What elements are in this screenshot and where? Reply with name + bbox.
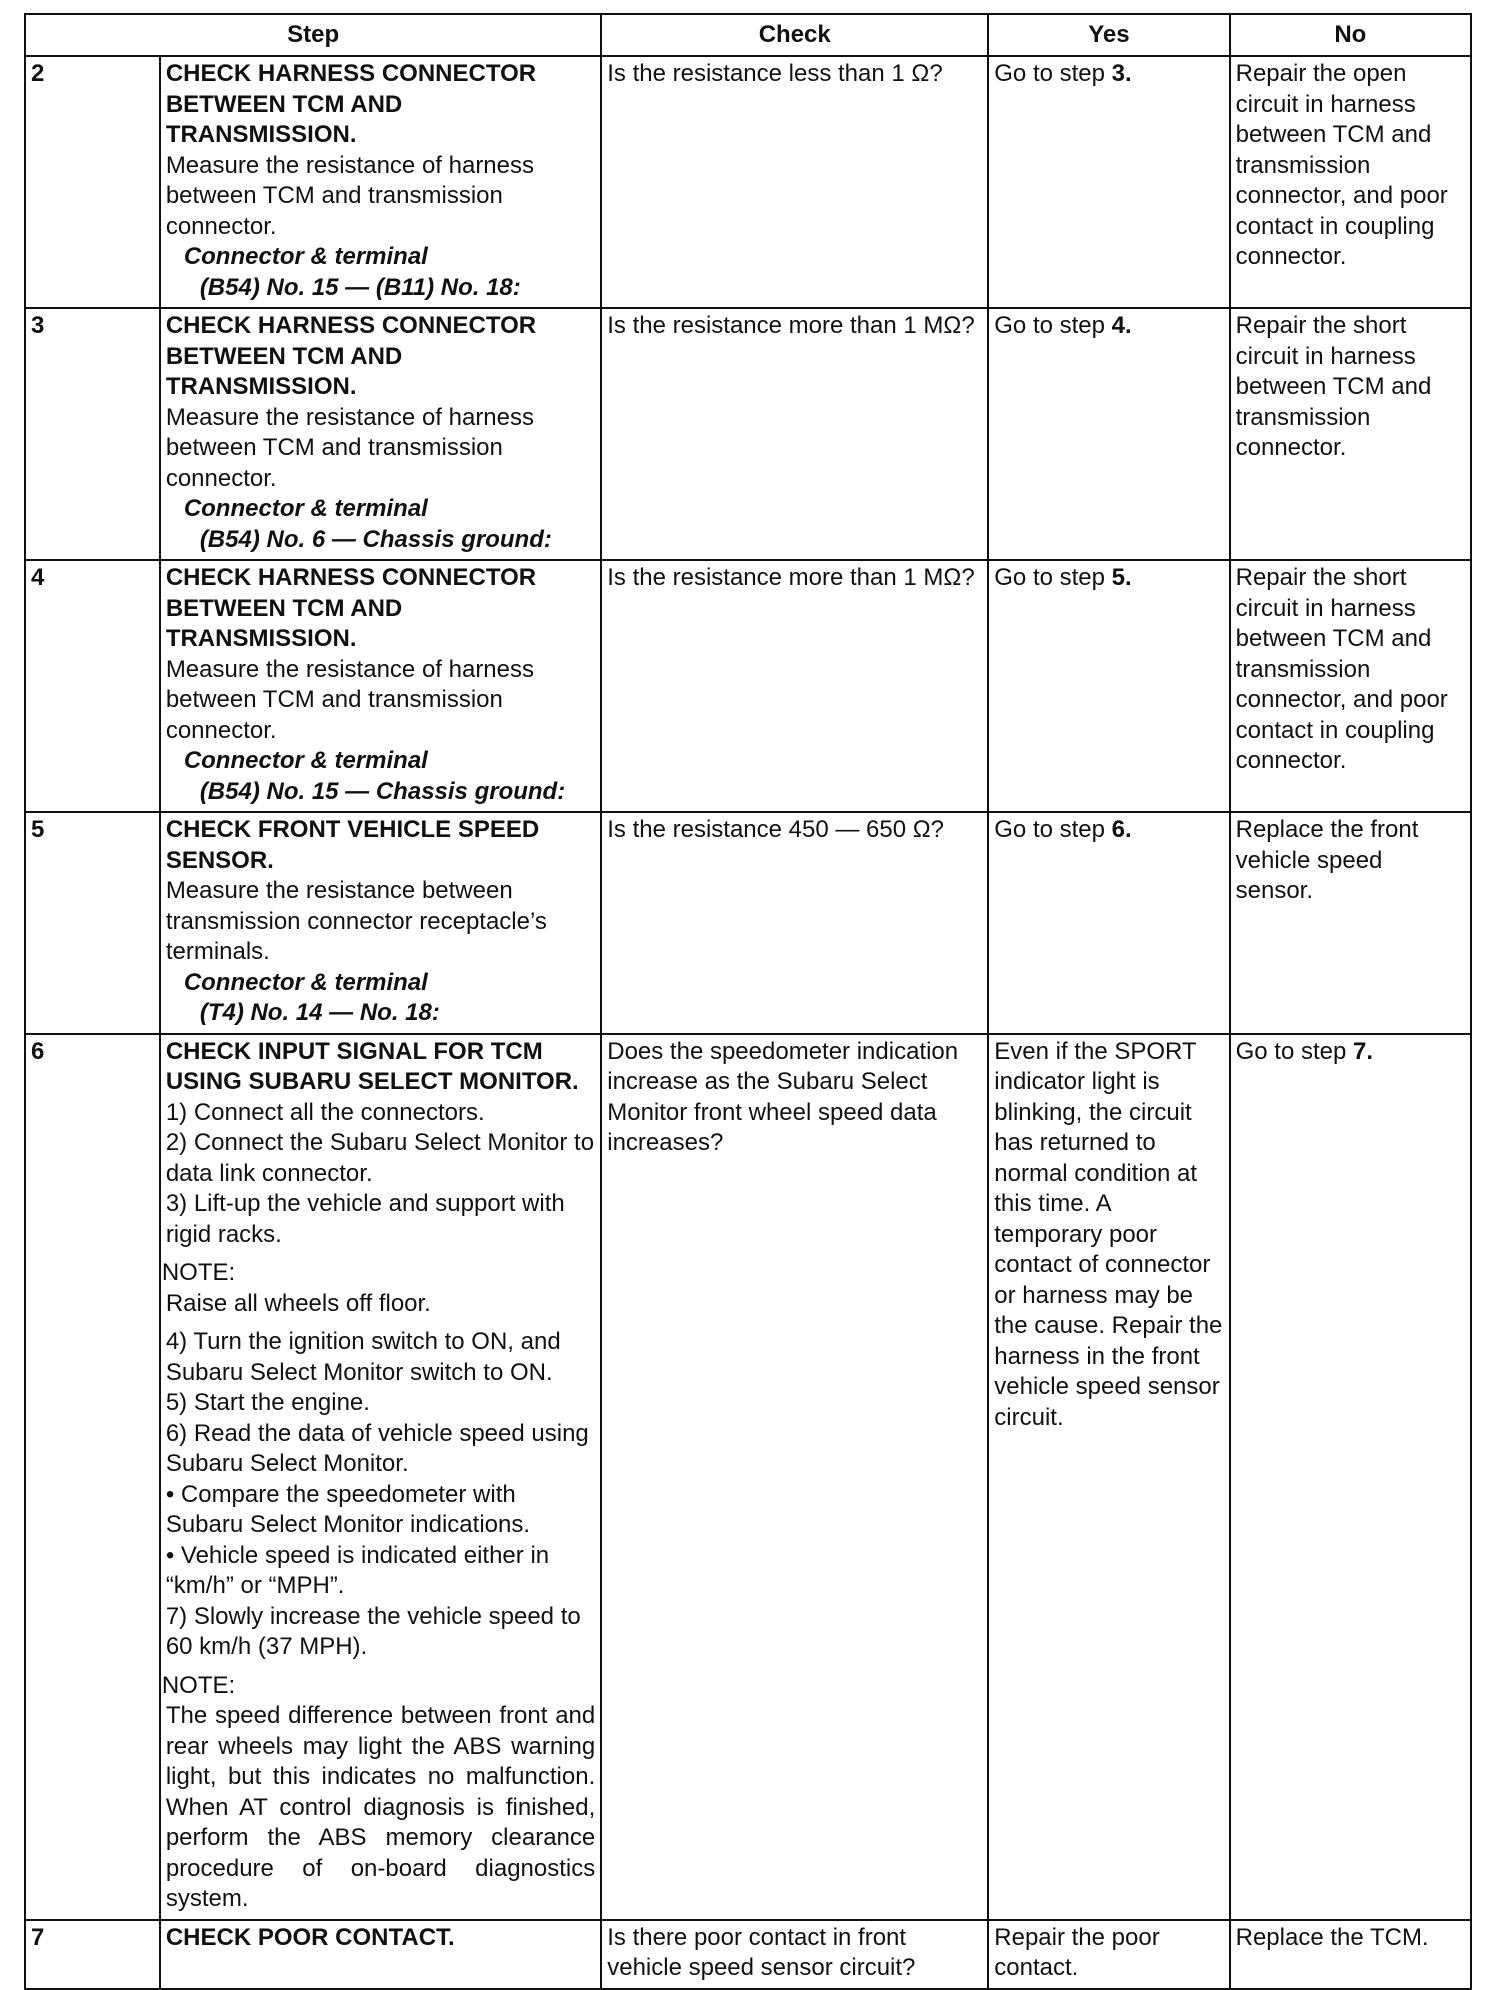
check-cell: Is there poor contact in front vehicle speed sensor circuit? (601, 1920, 988, 1989)
step-cell (160, 812, 601, 1034)
terminal-spec: (B54) No. 15 — Chassis ground: (199, 777, 566, 805)
step-number: 2 (25, 56, 160, 308)
step-cell (160, 1920, 601, 1989)
yes-cell: Even if the SPORT indicator light is blinking, the circuit has returned to normal condition at this time. A temporary poor contact of connector or harness may be the cause. Repair the harness in the front vehicle speed sensor circuit. (988, 1034, 1229, 1920)
no-cell: Replace the front vehicle speed sensor. (1230, 812, 1471, 1034)
step-text: Measure the resistance of harness between TCM and transmission connector. (165, 151, 535, 240)
procedure-step: 7) Slowly increase the vehicle speed to 60 km/h (37 MPH). (165, 1602, 581, 1660)
step-number: 6 (25, 1034, 160, 1920)
no-text: Go to step (1235, 1037, 1354, 1065)
procedure-step: 6) Read the data of vehicle speed using Subaru Select Monitor. (165, 1419, 589, 1477)
table-row (25, 1920, 1471, 1989)
connector-label: Connector & terminal (183, 968, 428, 996)
step-text: Measure the resistance of harness between TCM and transmission connector. (165, 655, 535, 744)
no-cell: Repair the open circuit in harness between TCM and transmission connector, and poor contact in coupling connector. (1230, 56, 1471, 308)
table-row (25, 560, 1471, 812)
procedure-step: 4) Turn the ignition switch to ON, and Subaru Select Monitor switch to ON. (165, 1328, 561, 1386)
step-number: 7 (25, 1920, 160, 1989)
table-row (25, 812, 1471, 1034)
step-number: 5 (25, 812, 160, 1034)
check-cell: Is the resistance less than 1 Ω? (601, 56, 988, 308)
no-cell (1230, 1034, 1471, 1920)
yes-step-ref: 4. (1111, 312, 1132, 339)
yes-cell (988, 56, 1229, 308)
yes-text: Go to step (994, 312, 1112, 339)
yes-text: Go to step (994, 816, 1112, 843)
step-title: CHECK INPUT SIGNAL FOR TCM USING SUBARU SELECT MONITOR. (165, 1037, 579, 1095)
step-text: Measure the resistance between transmission connector receptacle’s terminals. (165, 877, 547, 965)
step-cell (160, 56, 601, 308)
yes-cell: Repair the poor contact. (988, 1920, 1229, 1989)
no-cell: Replace the TCM. (1230, 1920, 1471, 1989)
bullet-item: • Vehicle speed is indicated either in “km/h” or “MPH”. (165, 1541, 550, 1599)
no-step-ref: 7. (1353, 1037, 1374, 1065)
connector-label: Connector & terminal (183, 747, 428, 774)
step-text: Measure the resistance of harness between TCM and transmission connector. (165, 403, 535, 492)
diagnostic-table (24, 13, 1472, 1990)
connector-label: Connector & terminal (183, 243, 428, 270)
step-title: CHECK HARNESS CONNECTOR BETWEEN TCM AND TRANSMISSION. (165, 564, 537, 652)
header-check: Check (601, 14, 988, 56)
terminal-spec: (B54) No. 15 — (B11) No. 18: (199, 273, 521, 301)
yes-cell (988, 308, 1229, 560)
yes-step-ref: 6. (1111, 816, 1132, 843)
yes-step-ref: 3. (1111, 60, 1132, 87)
procedure-step: 5) Start the engine. (165, 1389, 370, 1416)
header-yes: Yes (988, 14, 1229, 56)
step-number: 4 (25, 560, 160, 812)
note-heading: NOTE: (161, 1259, 236, 1286)
yes-text: Go to step (994, 564, 1112, 591)
step-title: CHECK HARNESS CONNECTOR BETWEEN TCM AND TRANSMISSION. (165, 60, 537, 148)
table-row (25, 56, 1471, 308)
step-number: 3 (25, 308, 160, 560)
note-text: The speed difference between front and rear wheels may light the ABS warning light, but this indicates no malfunction. When AT control diagnosis is finished, perform the ABS memory clearance procedure of on-board diagnostics system. (165, 1702, 596, 1912)
step-title: CHECK HARNESS CONNECTOR BETWEEN TCM AND TRANSMISSION. (165, 312, 537, 400)
header-step: Step (25, 14, 601, 56)
yes-step-ref: 5. (1111, 564, 1132, 591)
yes-cell (988, 560, 1229, 812)
no-cell: Repair the short circuit in harness between TCM and transmission connector. (1230, 308, 1471, 560)
bullet-item: • Compare the speedometer with Subaru Select Monitor indications. (165, 1480, 531, 1538)
no-cell: Repair the short circuit in harness between TCM and transmission connector, and poor contact in coupling connector. (1230, 560, 1471, 812)
yes-cell (988, 812, 1229, 1034)
note-heading: NOTE: (161, 1671, 236, 1699)
terminal-spec: (T4) No. 14 — No. 18: (199, 999, 440, 1026)
procedure-step: 2) Connect the Subaru Select Monitor to data link connector. (165, 1129, 595, 1187)
table-row (25, 308, 1471, 560)
header-no: No (1230, 14, 1471, 56)
step-cell (160, 308, 601, 560)
step-title: CHECK FRONT VEHICLE SPEED SENSOR. (165, 816, 540, 874)
terminal-spec: (B54) No. 6 — Chassis ground: (199, 525, 552, 553)
connector-label: Connector & terminal (183, 495, 428, 522)
procedure-step: 1) Connect all the connectors. (165, 1098, 485, 1126)
check-cell: Does the speedometer indication increase as the Subaru Select Monitor front wheel speed data increases? (601, 1034, 988, 1920)
note-text: Raise all wheels off floor. (165, 1289, 431, 1317)
yes-text: Go to step (994, 60, 1112, 87)
step-title: CHECK POOR CONTACT. (165, 1923, 455, 1951)
table-row (25, 1034, 1471, 1920)
step-cell (160, 560, 601, 812)
check-cell: Is the resistance 450 — 650 Ω? (601, 812, 988, 1034)
header-row (25, 14, 1471, 56)
procedure-step: 3) Lift-up the vehicle and support with rigid racks. (165, 1190, 565, 1248)
step-cell (160, 1034, 601, 1920)
check-cell: Is the resistance more than 1 MΩ? (601, 560, 988, 812)
check-cell: Is the resistance more than 1 MΩ? (601, 308, 988, 560)
